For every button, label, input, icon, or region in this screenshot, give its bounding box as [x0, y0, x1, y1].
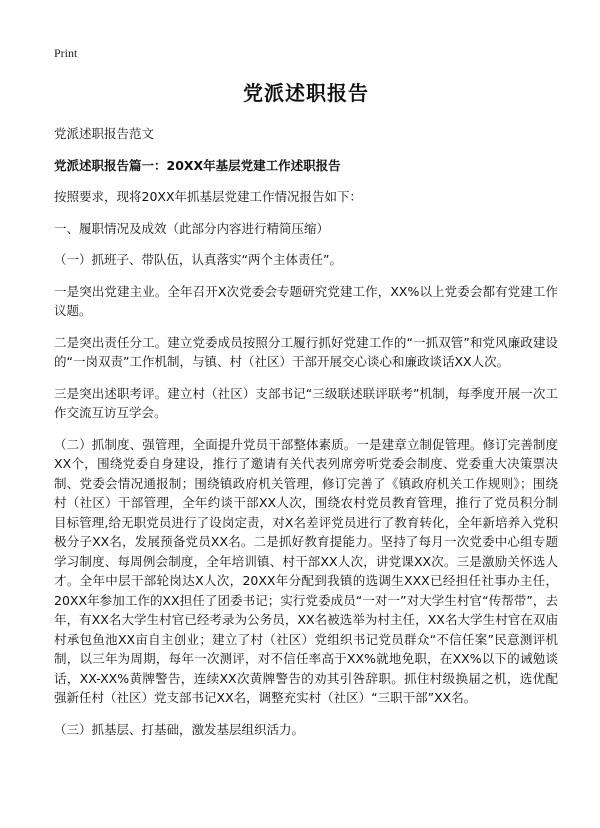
item-one-paragraph-2: 二是突出责任分工。建立党委成员按照分工履行抓好党建工作的“一抓双管”和党风廉政建设的“一岗双责”工作机制，与镇、村（社区）干部开展交心谈心和廉政谈话XX人次。	[54, 334, 558, 369]
section-heading: 党派述职报告篇一：20XX年基层党建工作述职报告	[54, 157, 341, 173]
item-one-heading: （一）抓班子、带队伍，认真落实“两个主体责任”。	[54, 252, 342, 267]
document-subtitle: 党派述职报告范文	[54, 126, 155, 141]
item-two-paragraph: （二）抓制度、强管理，全面提升党员干部整体素质。一是建章立制促管理。修订完善制度XX个，围绕党委自身建设，推行了邀请有关代表列席旁听党委会制度、党委重大决策票决制、党委会情况通报制；围绕镇政府机关管理，修订完善了《镇政府机关工作规则》；围绕村（社区）干部管理，全年约谈干部XX人次，围绕农村党员教育管理，推行了党员积分制目标管理,给无职党员进行了设岗定责，对X名差评党员进行了教育转化，全年新培养入党积极分子XX名，发展预备党员XX名。二是抓好教育提能力。坚持了每月一次党委中心组专题学习制度、每周例会制度，全年培训镇、村干部XX人次，讲党课XX次。三是激励关怀选人才。全年中层干部轮岗达X人次，20XX年分配到我镇的选调生XXX已经担任社事办主任，20XX年参加工作的XX担任了团委书记；实行党委成员“一对一”对大学生村官“传帮带”，去年，有XX名大学生村官已经考录为公务员，XX名被选举为村主任，XX名大学生村官在双庙村承包鱼池XX亩自主创业；建立了村（社区）党组织书记党员群众“不信任案”民意测评机制，以三年为周期，每年一次测评，对不信任率高于XX%就地免职，在XX%以下的诫勉谈话，XX-XX%黄牌警告，连续XX次黄牌警告的劝其引咎辞职。抓住村级换届之机，选优配强新任村（社区）党支部书记XX名，调整充实村（社区）“三职干部”XX名。	[54, 436, 558, 705]
print-label: Print	[54, 46, 78, 60]
intro-paragraph: 按照要求，现将20XX年抓基层党建工作情况报告如下：	[54, 189, 363, 204]
item-one-paragraph-1: 一是突出党建主业。全年召开X次党委会专题研究党建工作，XX%以上党委会都有党建工作议题。	[54, 283, 558, 318]
item-three-heading: （三）抓基层、打基础，激发基层组织活力。	[54, 721, 305, 737]
item-one-paragraph-3: 三是突出述职考评。建立村（社区）支部书记“三级联述联评联考”机制，每季度开展一次工作交流互访互学会。	[54, 385, 558, 420]
document-title: 党派述职报告	[243, 81, 369, 105]
part-one-heading: 一、履职情况及成效（此部分内容进行精简压缩）	[54, 220, 330, 236]
